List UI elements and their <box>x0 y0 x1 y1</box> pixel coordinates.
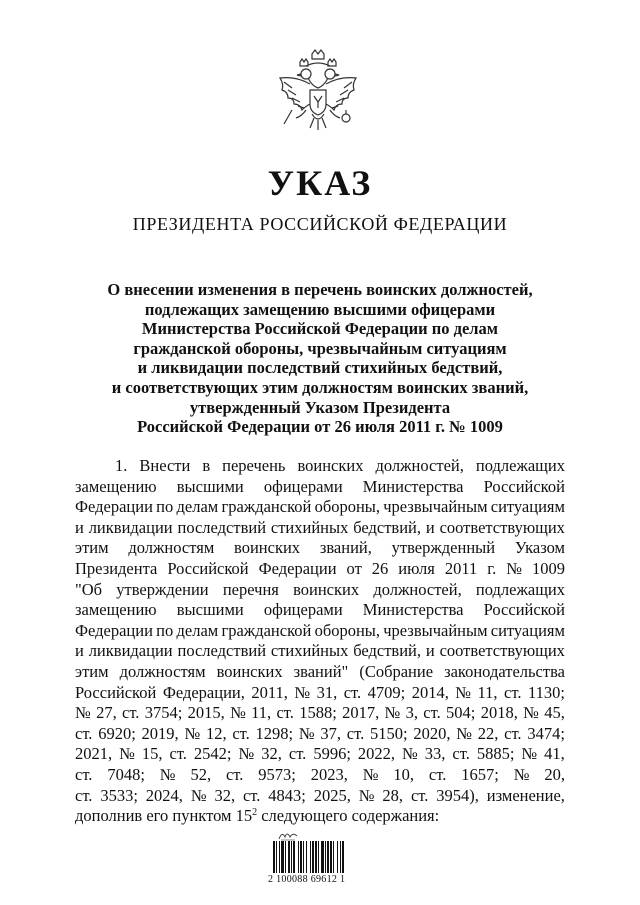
heading-line: гражданской обороны, чрезвычайным ситуациям <box>133 338 507 358</box>
superscript: 2 <box>252 807 258 819</box>
body-line: Федерации по делам гражданской обороны, чрезвычайным ситуациям <box>75 497 565 517</box>
body-text: дополнив его пунктом 15 <box>75 806 253 826</box>
coat-of-arms-icon <box>270 48 366 144</box>
body-line: 2021, № 15, ст. 2542; № 32, ст. 5996; 2022, № 33, ст. 5885; № 41, <box>75 744 565 764</box>
body-line: № 27, ст. 3754; 2015, № 11, ст. 1588; 2017, № 3, ст. 504; 2018, № 45, <box>75 703 565 723</box>
body-line: замещению высшими офицерами Министерства Российской <box>75 600 565 620</box>
body-line: Президента Российской Федерации от 26 июля 2011 г. № 1009 <box>75 558 565 578</box>
body-line-last <box>75 806 565 827</box>
signature-mark-icon <box>277 829 299 841</box>
barcode-icon <box>272 841 368 873</box>
body-line: этим должностям воинских званий, утвержденный Указом <box>75 538 565 558</box>
body-line: и ликвидации последствий стихийных бедствий, и соответствующих <box>75 641 565 661</box>
decree-body <box>75 456 565 827</box>
body-line: ст. 3533; 2024, № 32, ст. 4843; 2025, № 28, ст. 3954), изменение, <box>75 785 565 805</box>
document-subtitle: ПРЕЗИДЕНТА РОССИЙСКОЙ ФЕДЕРАЦИИ <box>132 214 508 234</box>
heading-line: утвержденный Указом Президента <box>189 397 451 417</box>
heading-line: О внесении изменения в перечень воинских должностей, <box>107 280 533 299</box>
decree-heading <box>80 280 560 437</box>
heading-line: подлежащих замещению высшими офицерами <box>144 299 496 319</box>
heading-line: Министерства Российской Федерации по делам <box>141 319 499 339</box>
body-line: Федерации по делам гражданской обороны, чрезвычайным ситуациям <box>75 620 565 640</box>
barcode-number: 2 100088 69612 1 <box>268 874 346 885</box>
body-line: и ликвидации последствий стихийных бедствий, и соответствующих <box>75 517 565 537</box>
body-line: этим должностям воинских званий" (Собрание законодательства <box>75 661 565 681</box>
body-line: ст. 6920; 2019, № 12, ст. 1298; № 37, ст. 5150; 2020, № 22, ст. 3474; <box>75 723 565 743</box>
heading-line: и ликвидации последствий стихийных бедствий, <box>137 358 503 378</box>
body-line: замещению высшими офицерами Министерства Российской <box>75 476 565 496</box>
body-line: ст. 7048; № 52, ст. 9573; 2023, № 10, ст. 1657; № 20, <box>75 764 565 784</box>
body-line: "Об утверждении перечня воинских должностей, подлежащих <box>75 579 565 599</box>
heading-line: и соответствующих этим должностям воинских званий, <box>111 377 529 397</box>
body-line: Российской Федерации, 2011, № 31, ст. 4709; 2014, № 11, ст. 1130; <box>75 682 565 702</box>
document-title: УКАЗ <box>267 163 373 203</box>
body-text: следующего содержания: <box>257 806 440 826</box>
heading-line: Российской Федерации от 26 июля 2011 г. № 1009 <box>137 417 503 437</box>
body-line: 1. Внести в перечень воинских должностей, подлежащих <box>115 456 565 475</box>
